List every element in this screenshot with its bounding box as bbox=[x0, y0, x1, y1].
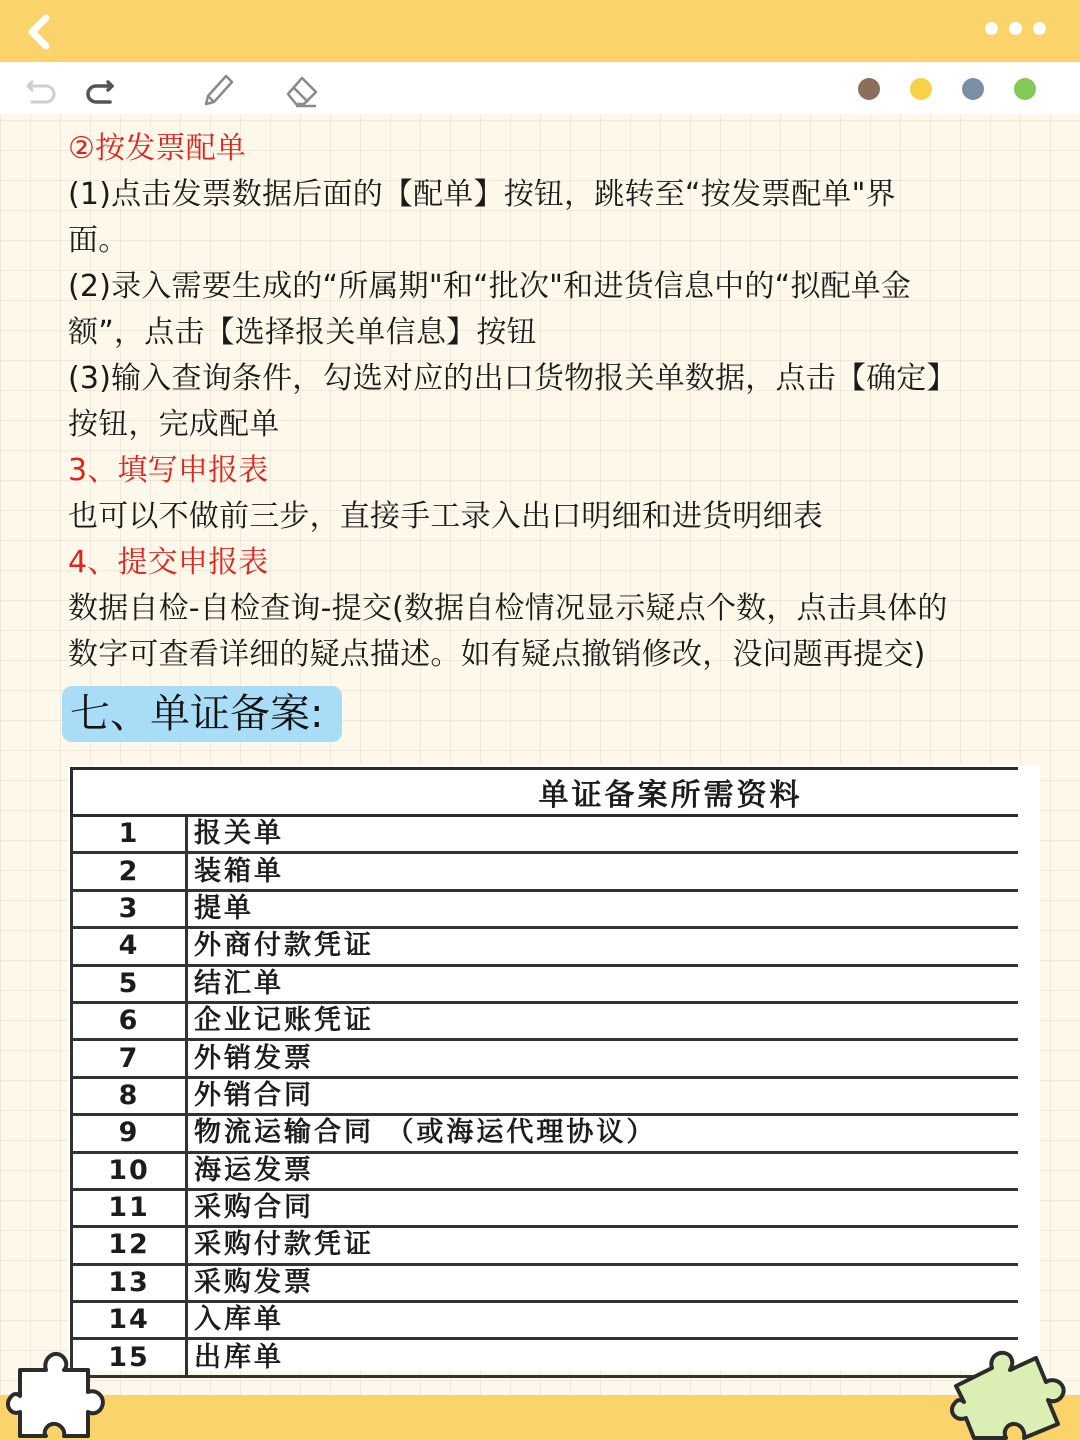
row-number: 12 bbox=[72, 1227, 187, 1264]
document-name: 外销合同 bbox=[187, 1077, 1019, 1114]
body-text-line: 数字可查看详细的疑点描述。如有疑点撤销修改，没问题再提交) bbox=[68, 637, 926, 672]
more-dot bbox=[1009, 22, 1022, 35]
document-name: 入库单 bbox=[187, 1302, 1019, 1339]
row-number: 3 bbox=[72, 890, 187, 927]
eraser-button[interactable] bbox=[282, 70, 322, 110]
body-text-line: (1)点击发票数据后面的【配单】按钮，跳转至“按发票配单"界 bbox=[68, 177, 896, 212]
color-swatch-yellow[interactable] bbox=[910, 78, 932, 100]
document-name: 海运发票 bbox=[187, 1152, 1019, 1189]
back-button[interactable] bbox=[20, 12, 60, 52]
puzzle-piece-icon bbox=[6, 1340, 118, 1440]
document-name: 装箱单 bbox=[187, 853, 1019, 890]
row-number: 14 bbox=[72, 1302, 187, 1339]
eraser-icon bbox=[282, 70, 322, 110]
more-dot bbox=[985, 22, 998, 35]
row-number: 9 bbox=[72, 1115, 187, 1152]
table-row bbox=[72, 928, 1019, 965]
puzzle-piece-icon bbox=[946, 1346, 1076, 1440]
table-row bbox=[72, 1302, 1019, 1339]
table-row bbox=[72, 816, 1019, 853]
row-number: 1 bbox=[72, 816, 187, 853]
table-row bbox=[72, 1002, 1019, 1039]
document-name: 采购合同 bbox=[187, 1189, 1019, 1226]
color-swatch-gray-blue[interactable] bbox=[962, 78, 984, 100]
table-row bbox=[72, 1115, 1019, 1152]
body-text-line: 按钮，完成配单 bbox=[68, 407, 280, 442]
table-row bbox=[72, 1040, 1019, 1077]
filing-documents-table bbox=[68, 765, 1040, 1371]
table-row bbox=[72, 890, 1019, 927]
table-row bbox=[72, 1077, 1019, 1114]
table-row bbox=[72, 1189, 1019, 1226]
more-options-button[interactable] bbox=[966, 22, 1046, 52]
subheading-line: 3、填写申报表 bbox=[68, 453, 269, 488]
row-number: 4 bbox=[72, 928, 187, 965]
table-row bbox=[72, 965, 1019, 1002]
pencil-button[interactable] bbox=[198, 70, 238, 110]
table-row bbox=[72, 853, 1019, 890]
table-row bbox=[72, 1152, 1019, 1189]
redo-icon bbox=[80, 70, 120, 110]
document-name: 外销发票 bbox=[187, 1040, 1019, 1077]
document-name: 采购发票 bbox=[187, 1264, 1019, 1301]
subheading-line: 4、提交申报表 bbox=[68, 545, 269, 580]
more-dot bbox=[1033, 22, 1046, 35]
document-name: 提单 bbox=[187, 890, 1019, 927]
row-number: 15 bbox=[72, 1339, 187, 1376]
redo-button[interactable] bbox=[80, 70, 120, 110]
undo-icon bbox=[22, 70, 62, 110]
body-text-line: 数据自检-自检查询-提交(数据自检情况显示疑点个数，点击具体的 bbox=[68, 591, 948, 626]
color-swatch-brown[interactable] bbox=[858, 78, 880, 100]
document-name: 企业记账凭证 bbox=[187, 1002, 1019, 1039]
row-number: 8 bbox=[72, 1077, 187, 1114]
document-name: 报关单 bbox=[187, 816, 1019, 853]
chevron-left-icon bbox=[20, 12, 60, 52]
document-name: 采购付款凭证 bbox=[187, 1227, 1019, 1264]
table-row bbox=[72, 1339, 1019, 1376]
body-text-line: 额”，点击【选择报关单信息】按钮 bbox=[68, 315, 537, 350]
table-row bbox=[72, 1227, 1019, 1264]
document-name: 结汇单 bbox=[187, 965, 1019, 1002]
pencil-icon bbox=[198, 70, 238, 110]
row-number: 5 bbox=[72, 965, 187, 1002]
documents-table bbox=[70, 767, 1018, 1378]
row-number: 6 bbox=[72, 1002, 187, 1039]
document-name: 出库单 bbox=[187, 1339, 1019, 1376]
body-text-line: (2)录入需要生成的“所属期"和“批次"和进货信息中的“拟配单金 bbox=[68, 269, 912, 304]
undo-button[interactable] bbox=[22, 70, 62, 110]
top-bar bbox=[0, 0, 1080, 62]
body-text-line: 也可以不做前三步，直接手工录入出口明细和进货明细表 bbox=[68, 499, 823, 534]
subheading-line: ②按发票配单 bbox=[68, 131, 247, 166]
table-header: 单证备案所需资料 bbox=[72, 769, 1019, 816]
row-number: 10 bbox=[72, 1152, 187, 1189]
color-swatch-green[interactable] bbox=[1014, 78, 1036, 100]
row-number: 7 bbox=[72, 1040, 187, 1077]
document-name: 外商付款凭证 bbox=[187, 928, 1019, 965]
section-title: 七、单证备案: bbox=[62, 686, 342, 742]
row-number: 13 bbox=[72, 1264, 187, 1301]
note-content bbox=[68, 126, 1043, 678]
document-name: 物流运输合同 （或海运代理协议） bbox=[187, 1115, 1019, 1152]
bottom-bar bbox=[0, 1395, 1080, 1440]
row-number: 11 bbox=[72, 1189, 187, 1226]
body-text-line: 面。 bbox=[68, 223, 129, 258]
row-number: 2 bbox=[72, 853, 187, 890]
table-row bbox=[72, 1264, 1019, 1301]
body-text-line: (3)输入查询条件，勾选对应的出口货物报关单数据，点击【确定】 bbox=[68, 361, 957, 396]
